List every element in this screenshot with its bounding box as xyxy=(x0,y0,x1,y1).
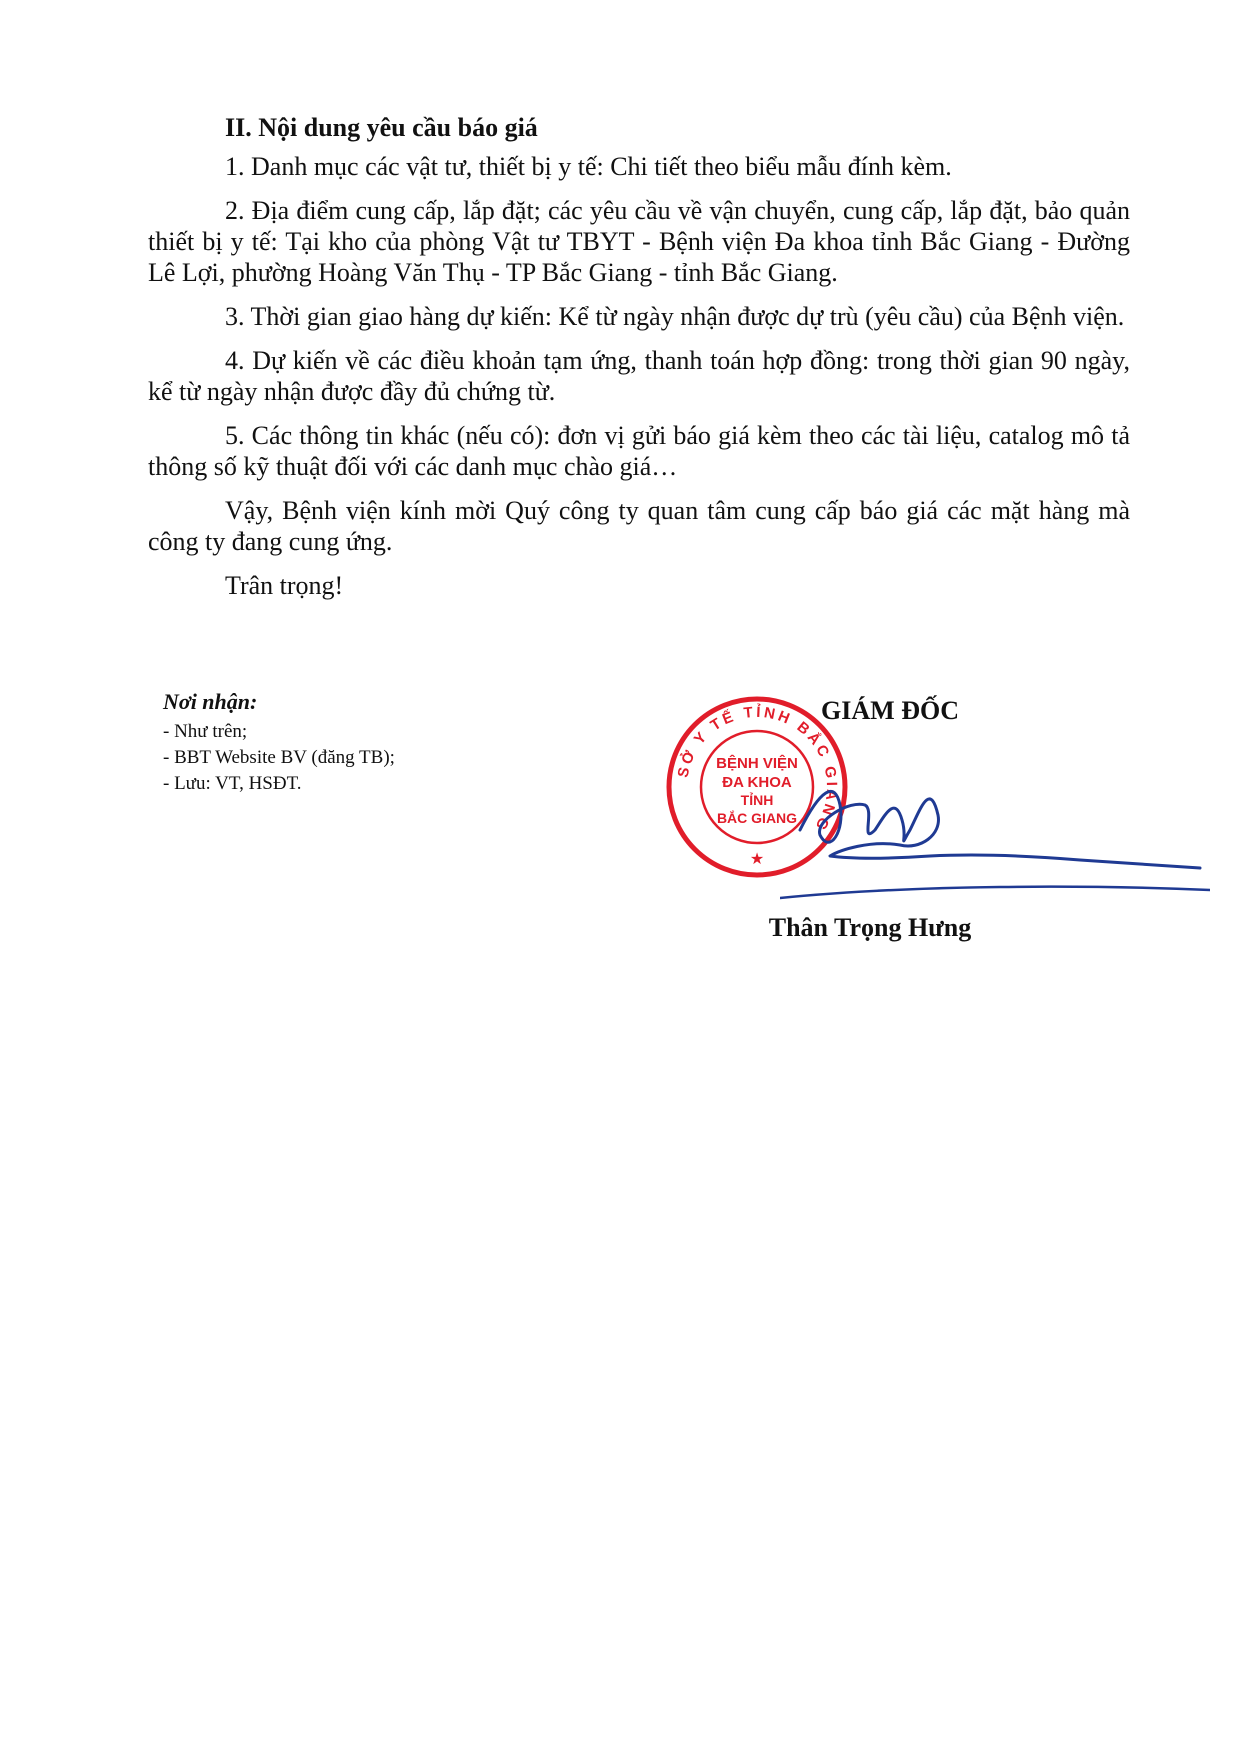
section-heading: II. Nội dung yêu cầu báo giá xyxy=(225,113,538,142)
paragraph-item-2: 2. Địa điểm cung cấp, lắp đặt; các yêu cầu về vận chuyển, cung cấp, lắp đặt, bảo quản thiết bị y tế: Tại kho của phòng Vật tư TBYT - Bệnh viện Đa khoa tỉnh Bắc Giang - Đường Lê Lợi, phường Hoàng Văn Thụ - TP Bắc Giang - tỉnh Bắc Giang. xyxy=(148,196,1130,287)
seal-line-2: ĐA KHOA xyxy=(722,774,792,791)
recipient-item: - Như trên; xyxy=(163,721,248,742)
paragraph-item-3: 3. Thời gian giao hàng dự kiến: Kể từ ngày nhận được dự trù (yêu cầu) của Bệnh viện. xyxy=(225,302,1125,331)
recipients-title: Nơi nhận: xyxy=(163,689,258,714)
invitation-paragraph: Vậy, Bệnh viện kính mời Quý công ty quan tâm cung cấp báo giá các mặt hàng mà công ty đang cung ứng. xyxy=(148,496,1130,556)
paragraph-item-5: 5. Các thông tin khác (nếu có): đơn vị gửi báo giá kèm theo các tài liệu, catalog mô tả thông số kỹ thuật đối với các danh mục chào giá… xyxy=(148,421,1130,481)
recipient-item: - Lưu: VT, HSĐT. xyxy=(163,773,302,794)
paragraph-item-1: 1. Danh mục các vật tư, thiết bị y tế: Chi tiết theo biểu mẫu đính kèm. xyxy=(225,152,952,181)
recipient-item: - BBT Website BV (đăng TB); xyxy=(163,747,395,768)
signer-title: GIÁM ĐỐC xyxy=(821,696,959,725)
seal-line-1: BỆNH VIỆN xyxy=(716,755,798,772)
closing-line: Trân trọng! xyxy=(225,571,344,600)
paragraph-item-4: 4. Dự kiến về các điều khoản tạm ứng, thanh toán hợp đồng: trong thời gian 90 ngày, kể từ ngày nhận được đầy đủ chứng từ. xyxy=(148,346,1130,406)
recipients-list xyxy=(163,720,583,796)
signer-name: Thân Trọng Hưng xyxy=(768,913,972,942)
seal-line-4: BẮC GIANG xyxy=(716,810,798,826)
seal-star-icon: ★ xyxy=(749,851,765,868)
seal-line-3: TỈNH xyxy=(740,792,774,808)
body-text xyxy=(148,112,1130,601)
recipients-block xyxy=(163,690,583,798)
director-signature xyxy=(780,760,1210,900)
seal-outer-text: SỞ Y TẾ TỈNH BẮC GIANG xyxy=(674,703,841,836)
